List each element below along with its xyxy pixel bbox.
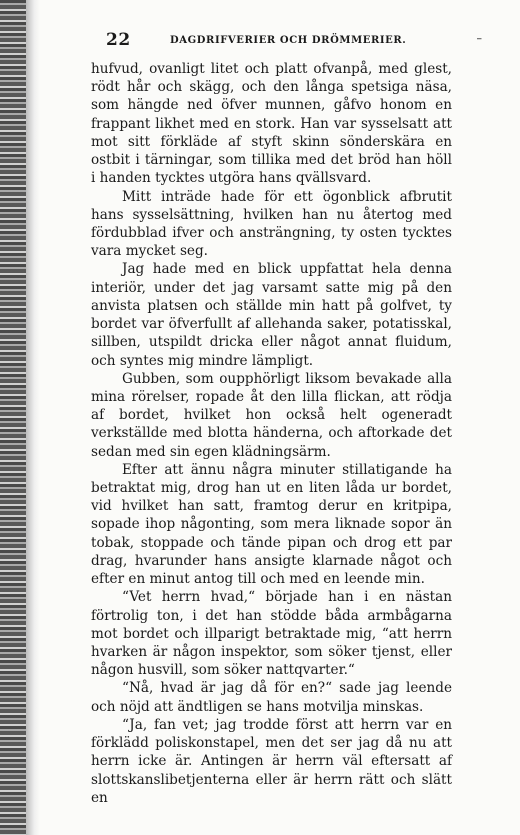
paragraph-dialogue: “Nå, hvad är jag då för en?“ sade jag leende och nöjd att ändtligen se hans motvilja minskas. [91, 680, 452, 715]
paragraph: Gubben, som oupphörligt liksom bevakade alla mina rörelser, ropade åt den lilla flickan, att rödja af bordet, hvilket hon också helt ogeneradt verkställde med blotta händerna, och aftorkade det sedan med sin egen klädningsärm. [91, 370, 452, 460]
running-head: DAGDRIFVERIER OCH DRÖMMERIER. [170, 35, 407, 46]
gutter-shadow [26, 0, 40, 835]
scanned-binding-edge [0, 0, 26, 835]
paragraph-dialogue: “Ja, fan vet; jag trodde först att herrn var en förklädd poliskonstapel, men det ser jag då nu att herrn icke är. Antingen är herrn väl eftersatt af slottskanslibetjenterna eller är herrn rätt och slätt en [91, 716, 452, 806]
paragraph: Mitt inträde hade för ett ögonblick afbrutit hans sysselsättning, hvilken han nu återtog med fördubblad ifver och ansträngning, ty osten tycktes vara mycket seg. [91, 188, 452, 260]
paragraph-continued: hufvud, ovanligt litet och platt ofvanpå, med glest, rödt hår och skägg, och den långa spetsiga näsa, som hängde ned öfver munnen, gåfvo honom en frappant likhet med en stork. Han var sysselsatt att mot sitt förkläde af styft skinn sönderskära en ostbit i tärningar, som tillika med det bröd han höll i handen tycktes utgöra hans qvällsvard. [91, 61, 452, 187]
body-text [91, 60, 452, 807]
paragraph: Efter att ännu några minuter stillatigande ha betraktat mig, drog han ut en liten låda ur bordet, vid hvilket han satt, framtog derur en kritpipa, sopade ihop någonting, som mera liknade sopor än tobak, stoppade och tände pipan och drog ett par drag, hvarunder hans ansigte klarnade något och efter en minut antog till och med en leende min. [91, 461, 452, 588]
page-number: 22 [106, 30, 131, 50]
paragraph: Jag hade med en blick uppfattat hela denna interiör, under det jag varsamt satte mig på den anvista platsen och ställde min hatt på golfvet, ty bordet var öfverfullt af allehanda saker, potatisskal, sillben, utspildt dricka eller något annat fluidum, och syntes mig mindre lämpligt. [91, 261, 452, 369]
header-mark: – [476, 32, 482, 45]
paragraph-dialogue: “Vet herrn hvad,“ började han i en nästan förtrolig ton, i det han stödde båda armbågarna mot bordet och illparigt betraktade mig, “att herrn hvarken är någon inspektor, som söker tjenst, eller någon husvill, som söker nattqvarter.“ [91, 589, 452, 679]
page-header [92, 30, 482, 50]
